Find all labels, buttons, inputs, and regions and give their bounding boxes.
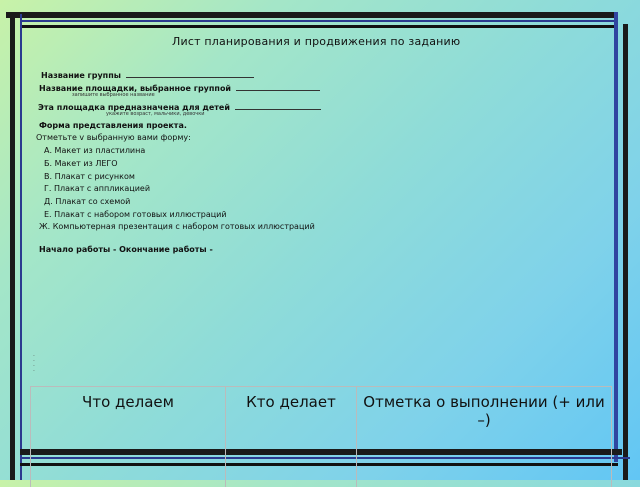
option-d[interactable]: Д. Плакат со схемой — [44, 197, 130, 206]
audience-hint: укажите возраст, мальчики, девочки — [106, 111, 205, 117]
audience-label: Эта площадка предназначена для детей — [38, 103, 230, 112]
col-what: Что делаем — [31, 387, 226, 487]
audience-input-line[interactable] — [235, 101, 321, 110]
group-field — [41, 69, 254, 80]
page-title: Лист планирования и продвижения по заданию — [172, 35, 460, 48]
site-input-line[interactable] — [236, 82, 320, 91]
option-b[interactable]: Б. Макет из ЛЕГО — [44, 159, 118, 168]
form-heading: Форма представления проекта. — [39, 121, 187, 130]
table-header-row — [31, 387, 612, 487]
frame-right-accent — [614, 12, 618, 462]
col-who: Кто делает — [226, 387, 357, 487]
frame-top-inner-bar — [20, 25, 618, 28]
option-zh[interactable]: Ж. Компьютерная презентация с набором готовых иллюстраций — [39, 222, 315, 231]
col-status: Отметка о выполнении (+ или –) — [357, 387, 612, 487]
option-v[interactable]: В. Плакат с рисунком — [44, 172, 135, 181]
form-instruction: Отметьте v выбранную вами форму: — [36, 133, 191, 142]
plan-table — [30, 386, 612, 487]
frame-top-accent — [20, 20, 616, 22]
option-e[interactable]: Е. Плакат с набором готовых иллюстраций — [44, 210, 227, 219]
frame-top-bar — [6, 12, 618, 18]
decorative-dots: · · · · — [33, 354, 35, 374]
timing-line: Начало работы - Окончание работы - — [39, 245, 213, 254]
group-label: Название группы — [41, 71, 121, 80]
site-label: Название площадки, выбранное группой — [39, 84, 231, 93]
option-g[interactable]: Г. Плакат с аппликацией — [44, 184, 150, 193]
frame-right-bar — [623, 24, 628, 480]
frame-left-accent — [20, 14, 22, 480]
group-input-line[interactable] — [126, 69, 254, 78]
frame-left-bar — [10, 14, 15, 480]
option-a[interactable]: А. Макет из пластилина — [44, 146, 145, 155]
site-hint: запишите выбранное название — [72, 92, 155, 98]
